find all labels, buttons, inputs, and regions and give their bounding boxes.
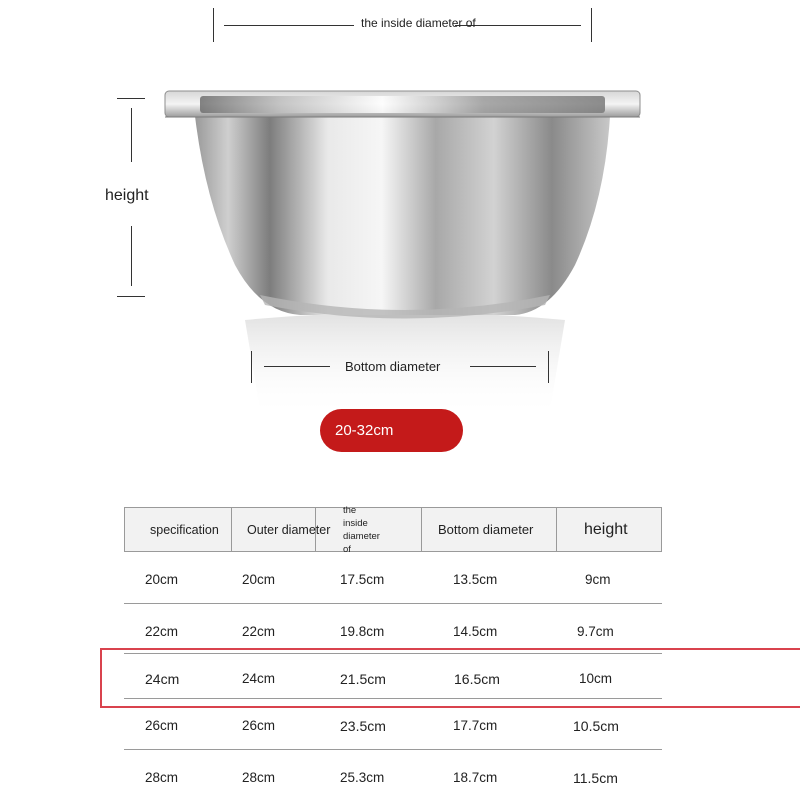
- cell-specification: 26cm: [145, 718, 179, 733]
- cell-outer-diameter: 28cm: [242, 770, 276, 785]
- cell-specification: 28cm: [145, 770, 179, 785]
- top-dimension-right-tick: [591, 8, 592, 42]
- cell-outer-diameter: 20cm: [242, 572, 276, 587]
- top-dimension-left-tick: [213, 8, 214, 42]
- cell-height: 10cm: [579, 671, 613, 686]
- height-dimension-line-bottom: [131, 226, 132, 286]
- cell-bottom-diameter: 17.7cm: [453, 718, 498, 733]
- bottom-dimension-right-tick: [548, 351, 549, 383]
- header-bottom-diameter: [421, 507, 557, 552]
- header-inside-diameter-label: the inside diameter of: [343, 504, 380, 555]
- cell-inside-diameter: 21.5cm: [340, 671, 386, 687]
- top-dimension-line-left: [224, 25, 354, 26]
- cell-height: 9.7cm: [577, 624, 614, 639]
- header-bottom-diameter-label: Bottom diameter: [438, 522, 534, 537]
- bottom-dimension-line-right: [470, 366, 536, 367]
- header-specification-label: specification: [150, 522, 219, 537]
- cell-bottom-diameter: 16.5cm: [454, 671, 500, 687]
- header-inside-diameter: [315, 504, 422, 555]
- cell-bottom-diameter: 14.5cm: [453, 624, 498, 639]
- cell-outer-diameter: 24cm: [242, 671, 276, 686]
- header-height-label: height: [584, 520, 628, 538]
- cell-specification: 22cm: [145, 624, 179, 639]
- row-separator: [124, 603, 662, 604]
- cell-bottom-diameter: 13.5cm: [453, 572, 498, 587]
- header-height: [556, 507, 662, 552]
- cell-height: 11.5cm: [573, 770, 618, 786]
- highlighted-row-frame: [100, 648, 800, 708]
- cell-inside-diameter: 19.8cm: [340, 624, 385, 639]
- cell-height: 10.5cm: [573, 718, 619, 734]
- header-outer-diameter: [231, 507, 331, 552]
- bottom-diameter-label: Bottom diameter: [345, 359, 441, 374]
- cell-inside-diameter: 23.5cm: [340, 718, 386, 734]
- height-dimension-top-tick: [117, 98, 145, 99]
- bottom-dimension-line-left: [264, 366, 330, 367]
- bottom-dimension-left-tick: [251, 351, 252, 383]
- cell-outer-diameter: 26cm: [242, 718, 276, 733]
- height-dimension-line-top: [131, 108, 132, 162]
- cell-height: 9cm: [585, 572, 611, 587]
- row-separator: [124, 749, 662, 750]
- height-dimension-bottom-tick: [117, 296, 145, 297]
- cell-inside-diameter: 25.3cm: [340, 770, 385, 785]
- cell-specification: 24cm: [145, 671, 180, 687]
- cell-specification: 20cm: [145, 572, 179, 587]
- header-outer-diameter-label: Outer diameter: [247, 522, 331, 537]
- size-range-badge: 20-32cm: [320, 409, 463, 452]
- cell-outer-diameter: 22cm: [242, 624, 276, 639]
- cell-inside-diameter: 17.5cm: [340, 572, 385, 587]
- cell-bottom-diameter: 18.7cm: [453, 770, 498, 785]
- inside-diameter-label: the inside diameter of: [361, 16, 476, 30]
- height-label: height: [105, 187, 149, 204]
- header-specification: [124, 507, 232, 552]
